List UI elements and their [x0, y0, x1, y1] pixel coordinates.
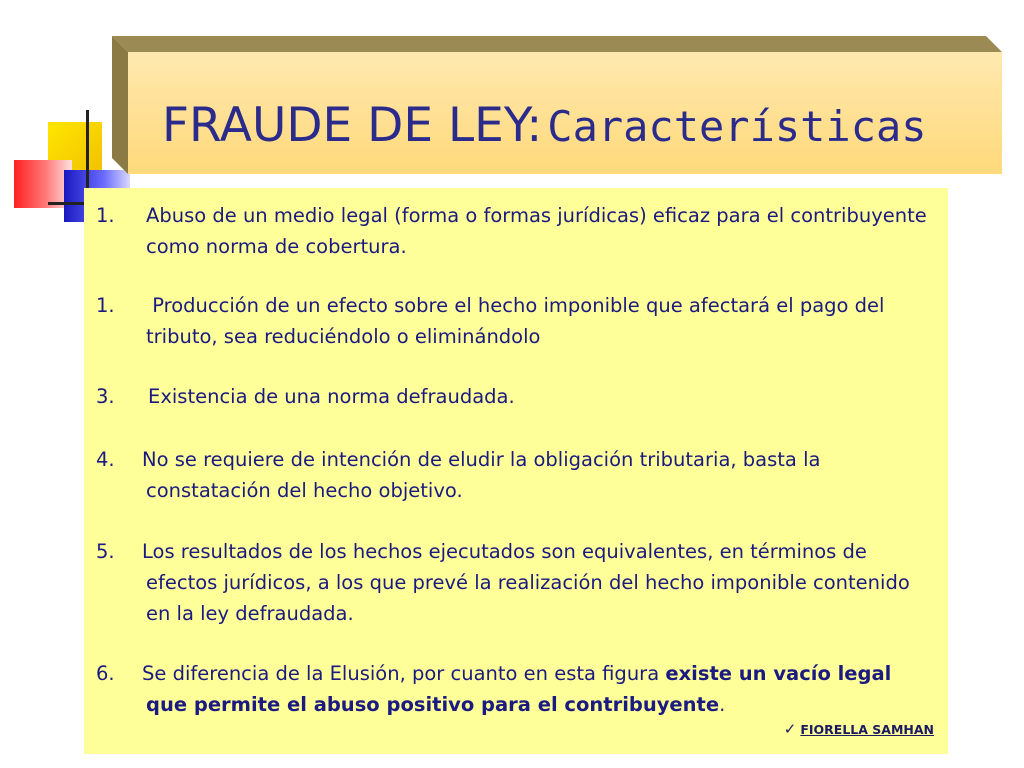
title-main: FRAUDE DE LEY:: [162, 98, 543, 153]
list-item-text: Los resultados de los hechos ejecutados son equivalentes, en términos de efectos jurídicos, a los que prevé la realización del hecho imponible contenido en la ley defraudada.: [142, 540, 910, 625]
list-item: [96, 200, 936, 262]
list-item: [96, 536, 936, 629]
decorative-horizontal-line: [48, 202, 88, 205]
list-item-text: Producción de un efecto sobre el hecho imponible que afectará el pago del tributo, sea reduciéndolo o eliminándolo: [146, 294, 891, 348]
list-item-number: 4.: [96, 448, 115, 471]
list-item-text-end: .: [719, 693, 726, 716]
list-item: [96, 290, 936, 352]
list-item-text-bold: existe un vacío legal que permite el abuso positivo para el contribuyente: [146, 662, 892, 716]
page-title: [162, 98, 1002, 168]
list-item-number: 6.: [96, 662, 115, 685]
list-item-number: 1.: [96, 204, 115, 227]
list-item-text: [96, 658, 936, 720]
list-item: [96, 444, 936, 506]
list-item-text: No se requiere de intención de eludir la obligación tributaria, basta la constatación del hecho objetivo.: [142, 448, 821, 502]
list-item-text: Existencia de una norma defraudada.: [148, 385, 515, 408]
author-name: FIORELLA SAMHAN: [800, 722, 934, 737]
list-item-text: Abuso de un medio legal (forma o formas jurídicas) eficaz para el contribuyente como norma de cobertura.: [146, 204, 927, 258]
list-item-number: 3.: [96, 385, 115, 408]
list-item: [96, 658, 936, 720]
list-item-number: 1.: [96, 294, 115, 317]
title-subtitle: Características: [547, 102, 927, 151]
content-box: [84, 188, 948, 754]
author-credit: [784, 720, 934, 738]
checkmark-icon: ✓: [783, 720, 797, 738]
list-item-number: 5.: [96, 540, 115, 563]
list-item: [96, 381, 936, 412]
list-item-text-plain: Se diferencia de la Elusión, por cuanto en esta figura: [142, 662, 666, 685]
